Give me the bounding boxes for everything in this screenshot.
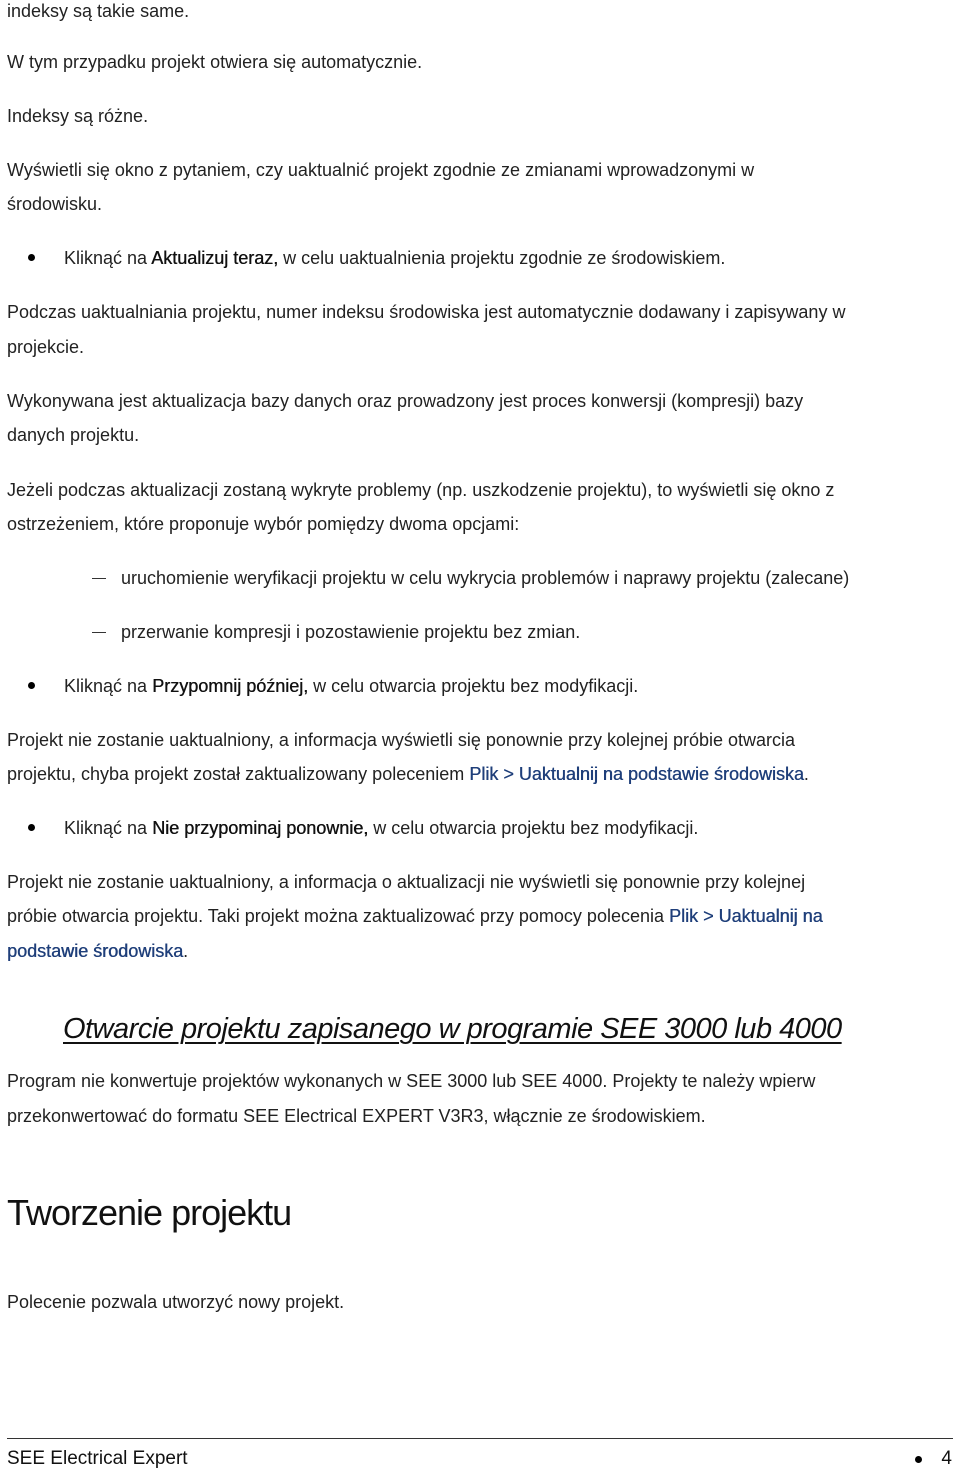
dash-text: przerwanie kompresji i pozostawienie projektu bez zmian. — [121, 622, 581, 642]
text-line: projektu, chyba projekt został zaktualizowany poleceniem Plik > Uaktualnij na podstawie środowiska. — [7, 764, 809, 784]
menu-path-link: Plik > Uaktualnij na podstawie środowiska — [469, 764, 804, 784]
bullet-text: Kliknąć na Aktualizuj teraz, w celu uaktualnienia projektu zgodnie ze środowiskiem. — [64, 248, 726, 268]
text-line: Jeżeli podczas aktualizacji zostaną wykryte problemy (np. uszkodzenie projektu), to wyświetli się okno z — [7, 480, 835, 500]
text-line: Polecenie pozwala utworzyć nowy projekt. — [7, 1292, 345, 1312]
text-line: danych projektu. — [7, 425, 140, 445]
text-line: projekcie. — [7, 337, 85, 357]
text-line: indeksy są takie same. — [7, 1, 190, 21]
footer-bullet-icon — [915, 1456, 922, 1463]
menu-path-link: podstawie środowiska — [7, 941, 184, 961]
chapter-heading: Tworzenie projektu — [7, 1192, 292, 1233]
footer-product-name: SEE Electrical Expert — [7, 1448, 188, 1469]
dash-icon — [92, 578, 106, 579]
bullet-text: Kliknąć na Przypomnij później, w celu otwarcia projektu bez modyfikacji. — [64, 676, 639, 696]
text-line: próbie otwarcia projektu. Taki projekt można zaktualizować przy pomocy polecenia Plik > Uaktualnij na — [7, 906, 823, 926]
text-line: Indeksy są różne. — [7, 106, 149, 126]
text-line: W tym przypadku projekt otwiera się automatycznie. — [7, 52, 423, 72]
text-line: Wykonywana jest aktualizacja bazy danych oraz prowadzony jest proces konwersji (kompresji) bazy — [7, 391, 804, 411]
text-line: Podczas uaktualniania projektu, numer indeksu środowiska jest automatycznie dodawany i zapisywany w — [7, 302, 846, 322]
text-line: przekonwertować do formatu SEE Electrical EXPERT V3R3, włącznie ze środowiskiem. — [7, 1106, 706, 1126]
bullet-icon — [28, 824, 35, 831]
text-line: Projekt nie zostanie uaktualniony, a informacja wyświetli się ponownie przy kolejnej próbie otwarcia — [7, 730, 796, 750]
menu-path-link: Plik > Uaktualnij na — [669, 906, 823, 926]
bullet-icon — [28, 254, 35, 261]
text-line: Wyświetli się okno z pytaniem, czy uaktualnić projekt zgodnie ze zmianami wprowadzonymi w — [7, 160, 755, 180]
dash-icon — [92, 632, 106, 633]
text-line: ostrzeżeniem, które proponuje wybór pomiędzy dwoma opcjami: — [7, 514, 520, 534]
bullet-text: Kliknąć na Nie przypominaj ponownie, w celu otwarcia projektu bez modyfikacji. — [64, 818, 699, 838]
text-line: Program nie konwertuje projektów wykonanych w SEE 3000 lub SEE 4000. Projekty te należy wpierw — [7, 1071, 816, 1091]
section-heading: Otwarcie projektu zapisanego w programie SEE 3000 lub 4000 — [63, 1013, 842, 1045]
footer-divider — [7, 1438, 953, 1439]
ui-command-name: Przypomnij później, — [152, 676, 309, 696]
text-line: podstawie środowiska. — [7, 941, 189, 961]
text-line: środowisku. — [7, 194, 103, 214]
page-number: 4 — [941, 1448, 952, 1469]
text-line: Projekt nie zostanie uaktualniony, a informacja o aktualizacji nie wyświetli się ponownie przy kolejnej — [7, 872, 806, 892]
bullet-icon — [28, 682, 35, 689]
ui-command-name: Aktualizuj teraz, — [151, 248, 279, 268]
ui-command-name: Nie przypominaj ponownie, — [152, 818, 369, 838]
dash-text: uruchomienie weryfikacji projektu w celu wykrycia problemów i naprawy projektu (zalecane) — [121, 568, 850, 588]
